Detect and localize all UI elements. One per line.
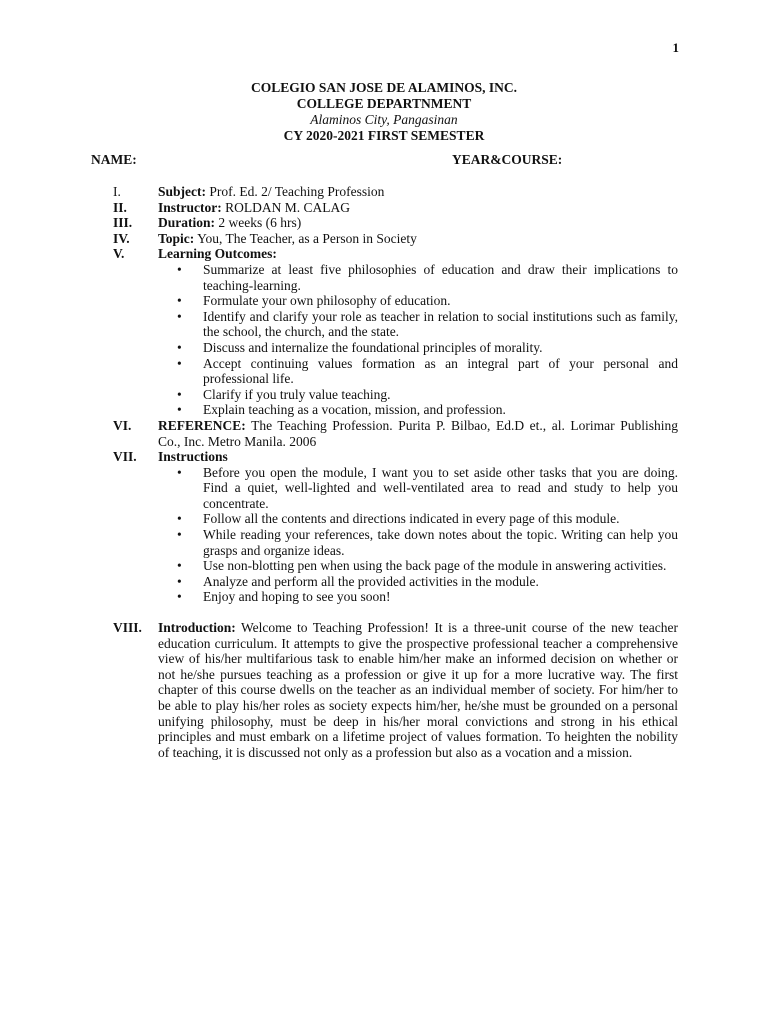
section-topic	[91, 231, 678, 247]
section-label: Introduction:	[158, 620, 236, 636]
list-item: • Clarify if you truly value teaching.	[177, 386, 391, 402]
list-item: • Use non-blotting pen when using the back page of the module in answering activities.	[177, 558, 667, 574]
name-label: NAME:	[91, 152, 137, 167]
list-item: • Before you open the module, I want you to set aside other tasks that you are doing. Find a quiet, well-lighted and well-ventilated area to read and study to help you concentrate.	[177, 464, 678, 511]
module-body	[91, 184, 678, 760]
list-item: • Explain teaching as a vocation, mission, and profession.	[177, 402, 506, 418]
section-label: Instructor:	[158, 199, 222, 215]
instructions-list	[91, 465, 678, 605]
section-text: Prof. Ed. 2/ Teaching Profession	[206, 184, 385, 199]
school-name: COLEGIO SAN JOSE DE ALAMINOS, INC.	[251, 80, 517, 95]
section-text: You, The Teacher, as a Person in Society	[194, 230, 417, 246]
section-text: Welcome to Teaching Profession! It is a three-unit course of the new teacher education curriculum. It attempts to give the prospective professional teacher a comprehensive view of his/her multifarious task to enable him/her make an informed decision on whether or not he/she pursues teaching as a profession or give it up for a more lucrative way. The first chapter of this course dwells on the teacher as an individual member of society. For him/her to be able to play his/her roles as society expects him/her, he/she must be grounded on a personal unifying philosophy, must be deep in his/her moral convictions and strong in his ethical principles and must embark on a lifetime project of values formation. To heighten the nobility of teaching, it is discussed not only as a profession but also as a vocation and a mission.	[158, 620, 678, 760]
list-item: • While reading your references, take down notes about the topic. Writing can help you grasps and organize ideas.	[177, 527, 678, 558]
section-label: Instructions	[158, 449, 228, 465]
list-item: • Discuss and internalize the foundational principles of morality.	[177, 339, 543, 355]
list-item: • Identify and clarify your role as teacher in relation to social institutions such as family, the school, the church, and the state.	[177, 308, 678, 340]
document-header	[0, 80, 768, 144]
list-item: • Accept continuing values formation as an integral part of your personal and professional life.	[177, 355, 678, 387]
list-item: • Follow all the contents and directions indicated in every page of this module.	[177, 511, 620, 527]
year-course-label: YEAR&COURSE:	[452, 152, 563, 167]
list-item: • Summarize at least five philosophies of education and draw their implications to teaching-learning.	[177, 261, 678, 293]
section-introduction	[91, 620, 678, 760]
list-item: • Formulate your own philosophy of education.	[177, 293, 451, 309]
student-info-row	[91, 152, 678, 168]
list-item: • Enjoy and hoping to see you soon!	[177, 589, 391, 605]
section-number: IV.	[113, 230, 130, 246]
section-text: 2 weeks (6 hrs)	[215, 215, 302, 231]
section-duration	[91, 215, 678, 231]
section-instructor	[91, 200, 678, 216]
page-number: 1	[672, 40, 679, 55]
section-number: V.	[113, 246, 125, 262]
school-location: Alaminos City, Pangasinan	[310, 112, 458, 127]
section-label: Learning Outcomes:	[158, 246, 277, 262]
section-text: The Teaching Profession. Purita P. Bilbao, Ed.D et., al. Lorimar Publishing Co., Inc. Metro Manila. 2006	[158, 417, 678, 449]
section-text: ROLDAN M. CALAG	[221, 199, 350, 215]
section-instructions	[91, 449, 678, 465]
section-label: Subject:	[158, 184, 206, 199]
department-name: COLLEGE DEPARTNMENT	[296, 96, 472, 111]
outcomes-list	[91, 262, 678, 418]
section-number: III.	[113, 215, 133, 231]
section-number: VI.	[113, 417, 132, 433]
section-label: Topic:	[158, 230, 195, 246]
list-item: • Analyze and perform all the provided activities in the module.	[177, 573, 539, 589]
section-number: II.	[113, 199, 127, 215]
section-number: VIII.	[113, 620, 142, 636]
semester-title: CY 2020-2021 FIRST SEMESTER	[283, 128, 485, 143]
section-number: VII.	[113, 449, 137, 465]
section-reference	[91, 418, 678, 449]
section-subject	[91, 184, 678, 200]
section-label: Duration:	[158, 215, 215, 231]
section-learning-outcomes	[91, 246, 678, 262]
section-number: I.	[113, 184, 121, 199]
section-label: REFERENCE:	[158, 417, 246, 433]
